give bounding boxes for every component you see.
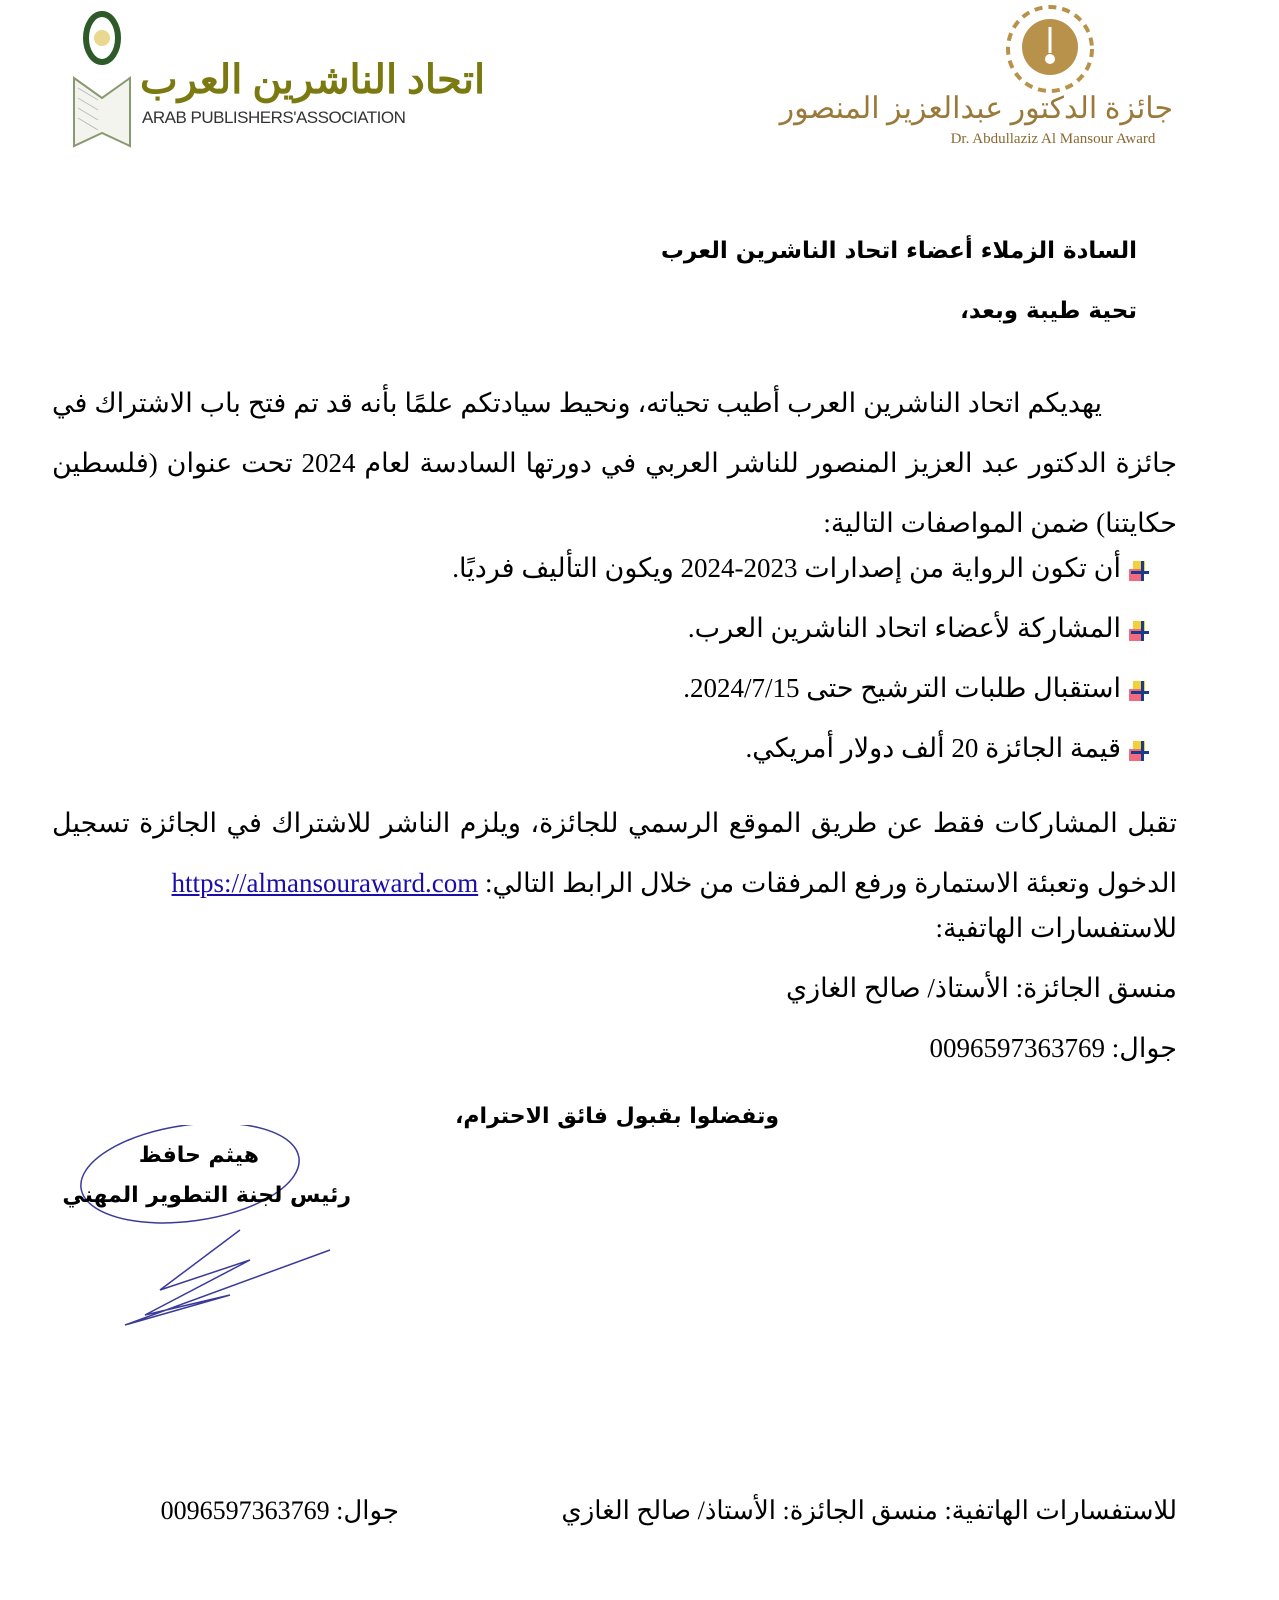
award-logo-arabic: جائزة الدكتور عبدالعزيز المنصور	[779, 92, 1173, 125]
footer-contact: للاستفسارات الهاتفية: منسق الجائزة: الأستاذ/ صالح الغازي	[561, 1496, 1177, 1525]
submission-paragraph: تقبل المشاركات فقط عن طريق الموقع الرسمي للجائزة، ويلزم الناشر للاشتراك في الجائزة تسجيل الدخول وتعبئة الاستمارة ورفع المرفقات من خلال الرابط التالي: https://almansouraward.com	[52, 808, 1177, 898]
arab-publishers-logo	[70, 8, 486, 148]
publishers-logo-english: ARAB PUBLISHERS'ASSOCIATION	[142, 108, 406, 127]
mobile-number: جوال: 0096597363769	[929, 1033, 1177, 1063]
salutation: السادة الزملاء أعضاء اتحاد الناشرين العرب	[660, 238, 1137, 264]
bullet-item: قيمة الجائزة 20 ألف دولار أمريكي.	[745, 733, 1151, 764]
footer-mobile: جوال: 0096597363769	[160, 1496, 399, 1525]
publishers-logo-arabic: اتحاد الناشرين العرب	[140, 57, 486, 102]
award-logo-english: Dr. Abdullaziz Al Mansour Award	[950, 131, 1156, 147]
bullet-icon	[1129, 741, 1151, 761]
award-website-link[interactable]: https://almansouraward.com	[171, 868, 479, 898]
bullet-item: المشاركة لأعضاء اتحاد الناشرين العرب.	[688, 613, 1151, 644]
award-seal-icon	[995, 5, 1105, 95]
bullet-icon	[1129, 681, 1151, 701]
mansour-award-logo	[779, 5, 1175, 150]
phone-inquiries-label: للاستفسارات الهاتفية:	[935, 913, 1177, 943]
coordinator: منسق الجائزة: الأستاذ/ صالح الغازي	[785, 973, 1177, 1003]
signatory-title: رئيس لجنة التطوير المهني	[62, 1183, 351, 1208]
book-emblem-icon	[70, 8, 140, 148]
intro-paragraph: يهديكم اتحاد الناشرين العرب أطيب تحياته، ونحيط سيادتكم علمًا بأنه قد تم فتح باب الاشتراك في جائزة الدكتور عبد العزيز المنصور للناشر العربي في دورتها السادسة لعام 2024 تحت عنوان (فلسطين حكايتنا) ضمن المواصفات التالية:	[52, 388, 1178, 538]
bullet-item: أن تكون الرواية من إصدارات 2023-2024 ويكون التأليف فرديًا.	[452, 553, 1151, 584]
signatory-name: هيثم حافظ	[138, 1143, 259, 1168]
greeting: تحية طيبة وبعد،	[960, 298, 1137, 324]
bullet-item: استقبال طلبات الترشيح حتى 2024/7/15.	[683, 673, 1151, 704]
bullet-icon	[1129, 621, 1151, 641]
bullet-icon	[1129, 561, 1151, 581]
closing: وتفضلوا بقبول فائق الاحترام،	[455, 1104, 779, 1129]
